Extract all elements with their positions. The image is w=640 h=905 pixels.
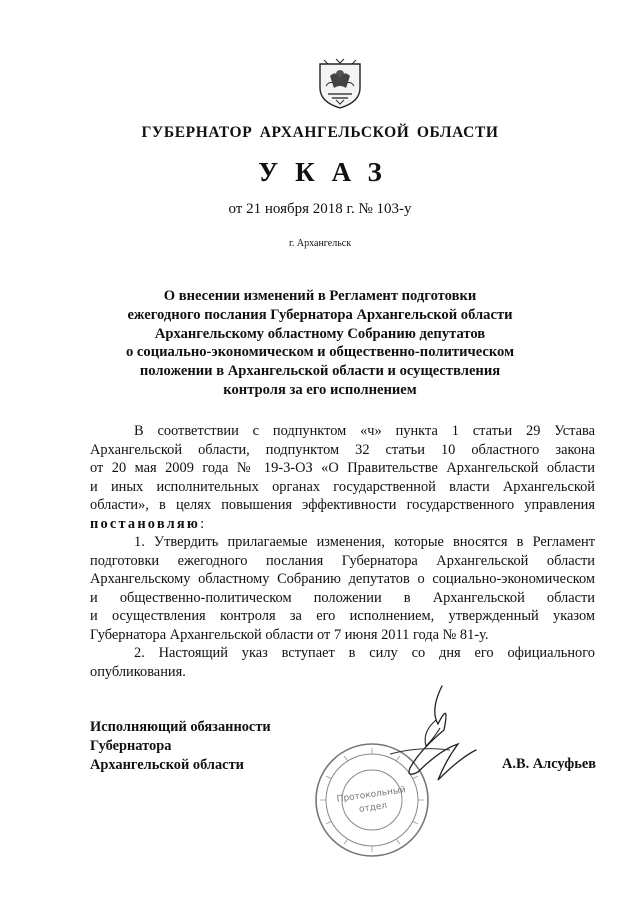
signer-position: [90, 718, 271, 775]
preamble-paragraph: [90, 422, 595, 533]
document-title: [100, 287, 540, 400]
title-line: О внесении изменений в Регламент подготовки: [163, 288, 477, 304]
body-line: подготовки ежегодного послания Губернатора Архангельской области: [90, 552, 595, 569]
stamp-text-2: отдел: [358, 801, 388, 815]
body-line: 2. Настоящий указ вступает в силу со дня его официального: [134, 645, 595, 661]
title-line: Архангельскому областному Собранию депутатов: [154, 325, 486, 342]
handwritten-signature: [380, 680, 490, 790]
body-line: области», в целях повышения эффективности государственного управления: [90, 497, 595, 513]
signer-name: А.В. Алсуфьев: [501, 756, 596, 772]
document-type: УКАЗ: [258, 157, 399, 187]
decree-word-line: [90, 515, 595, 534]
title-line: положении в Архангельской области и осуществления: [139, 363, 501, 380]
signer-position-line: Исполняющий обязанности: [90, 719, 271, 735]
body-line: и иных исполнительных органах государственной власти Архангельской: [90, 478, 595, 495]
signer-position-line: Архангельской области: [90, 757, 244, 773]
issuing-authority: ГУБЕРНАТОР АРХАНГЕЛЬСКОЙ ОБЛАСТИ: [141, 124, 499, 141]
body-line: и общественно-политическом положении в Архангельской области: [90, 589, 595, 606]
item-2-paragraph: [90, 644, 595, 681]
decree-suffix: :: [200, 515, 205, 532]
coat-of-arms-icon: [316, 58, 364, 110]
item-1-paragraph: [90, 533, 595, 644]
signer-position-line: Губернатора: [90, 738, 172, 754]
stamp-text-1: Протокольный: [336, 785, 407, 805]
document-date-number: от 21 ноября 2018 г. № 103-у: [228, 201, 412, 217]
body-line: Архангельской области, подпунктом 32 статьи 10 областного закона: [90, 441, 595, 458]
issue-city: г. Архангельск: [288, 238, 352, 249]
body-line: Губернатора Архангельской области от 7 июня 2011 года № 81-у.: [90, 626, 489, 643]
body-line: Архангельскому областному Собранию депутатов о социально-экономическом: [90, 571, 595, 587]
document-body: [90, 422, 595, 681]
body-line: от 20 мая 2009 года № 19-3-ОЗ «О Правительстве Архангельской области: [90, 460, 595, 476]
body-line: опубликования.: [90, 663, 186, 680]
body-line: 1. Утвердить прилагаемые изменения, которые вносятся в Регламент: [134, 534, 595, 550]
title-line: ежегодного послания Губернатора Архангельской области: [127, 306, 513, 323]
body-line: и осуществления контроля за его исполнением, утвержденный указом: [90, 608, 595, 624]
title-line: контроля за его исполнением: [223, 381, 417, 398]
body-line: В соответствии с подпунктом «ч» пункта 1 статьи 29 Устава: [134, 423, 595, 439]
title-line: о социально-экономическом и общественно-политическом: [125, 344, 515, 361]
decree-word: постановляю: [90, 515, 201, 532]
